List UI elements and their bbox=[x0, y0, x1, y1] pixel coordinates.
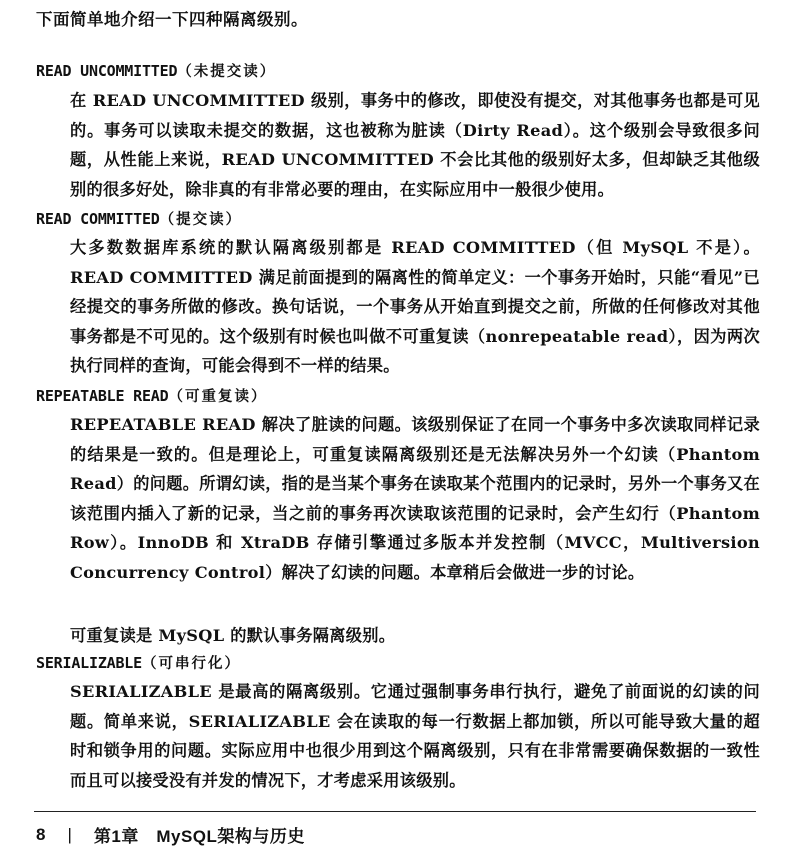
heading-term: READ COMMITTED bbox=[36, 210, 160, 228]
footer-separator: | bbox=[67, 824, 72, 844]
chapter-title: 第1章 MySQL架构与历史 bbox=[93, 827, 305, 846]
section-heading-read-committed bbox=[36, 208, 242, 229]
section-paragraph: 大多数数据库系统的默认隔离级别都是 READ COMMITTED（但 MySQL 不是）。READ COMMITTED 满足前面提到的隔离性的简单定义：一个事务开始时，只能“看见”已经提交的事务所做的修改。换句话说，一个事务从开始直到提交之前，所做的任何修改对其他事务都是不可见的。这个级别有时候也叫做不可重复读（nonrepeatable read），因为两次执行同样的查询，可能会得到不一样的结果。 bbox=[70, 238, 760, 375]
heading-term: REPEATABLE READ bbox=[36, 387, 169, 405]
heading-cn: （未提交读） bbox=[177, 63, 277, 80]
heading-cn: （提交读） bbox=[159, 211, 243, 228]
section-heading-read-uncommitted bbox=[36, 60, 276, 81]
footer-divider bbox=[34, 811, 756, 812]
page-number: 8 bbox=[36, 824, 46, 844]
section-paragraph: REPEATABLE READ 解决了脏读的问题。该级别保证了在同一个事务中多次读取同样记录的结果是一致的。但是理论上，可重复读隔离级别还是无法解决另外一个幻读（Phantom Read）的问题。所谓幻读，指的是当某个事务在读取某个范围内的记录时，另外一个事务又在该范围内插入了新的记录，当之前的事务再次读取该范围的记录时，会产生幻行（Phantom Row）。InnoDB 和 XtraDB 存储引擎通过多版本并发控制（MVCC，Multiversion Concurrency Control）解决了幻读的问题。本章稍后会做进一步的讨论。 bbox=[70, 415, 760, 582]
heading-term: SERIALIZABLE bbox=[36, 654, 142, 672]
section-paragraph: SERIALIZABLE 是最高的隔离级别。它通过强制事务串行执行，避免了前面说的幻读的问题。简单来说，SERIALIZABLE 会在读取的每一行数据上都加锁，所以可能导致大量的超时和锁争用的问题。实际应用中也很少用到这个隔离级别，只有在非常需要确保数据的一致性而且可以接受没有并发的情况下，才考虑采用该级别。 bbox=[70, 682, 760, 790]
default-level-note: 可重复读是 MySQL 的默认事务隔离级别。 bbox=[70, 626, 396, 645]
intro-text: 下面简单地介绍一下四种隔离级别。 bbox=[36, 10, 308, 29]
heading-cn: （可串行化） bbox=[141, 655, 241, 672]
section-paragraph: 在 READ UNCOMMITTED 级别，事务中的修改，即使没有提交，对其他事务也都是可见的。事务可以读取未提交的数据，这也被称为脏读（Dirty Read）。这个级别会导致很多问题，从性能上来说，READ UNCOMMITTED 不会比其他的级别好太多，但却缺乏其他级别的很多好处，除非真的有非常必要的理由，在实际应用中一般很少使用。 bbox=[70, 91, 760, 199]
page-footer bbox=[36, 822, 305, 847]
heading-cn: （可重复读） bbox=[168, 388, 268, 405]
section-heading-repeatable-read bbox=[36, 385, 267, 406]
section-heading-serializable bbox=[36, 652, 241, 673]
heading-term: READ UNCOMMITTED bbox=[36, 62, 178, 80]
